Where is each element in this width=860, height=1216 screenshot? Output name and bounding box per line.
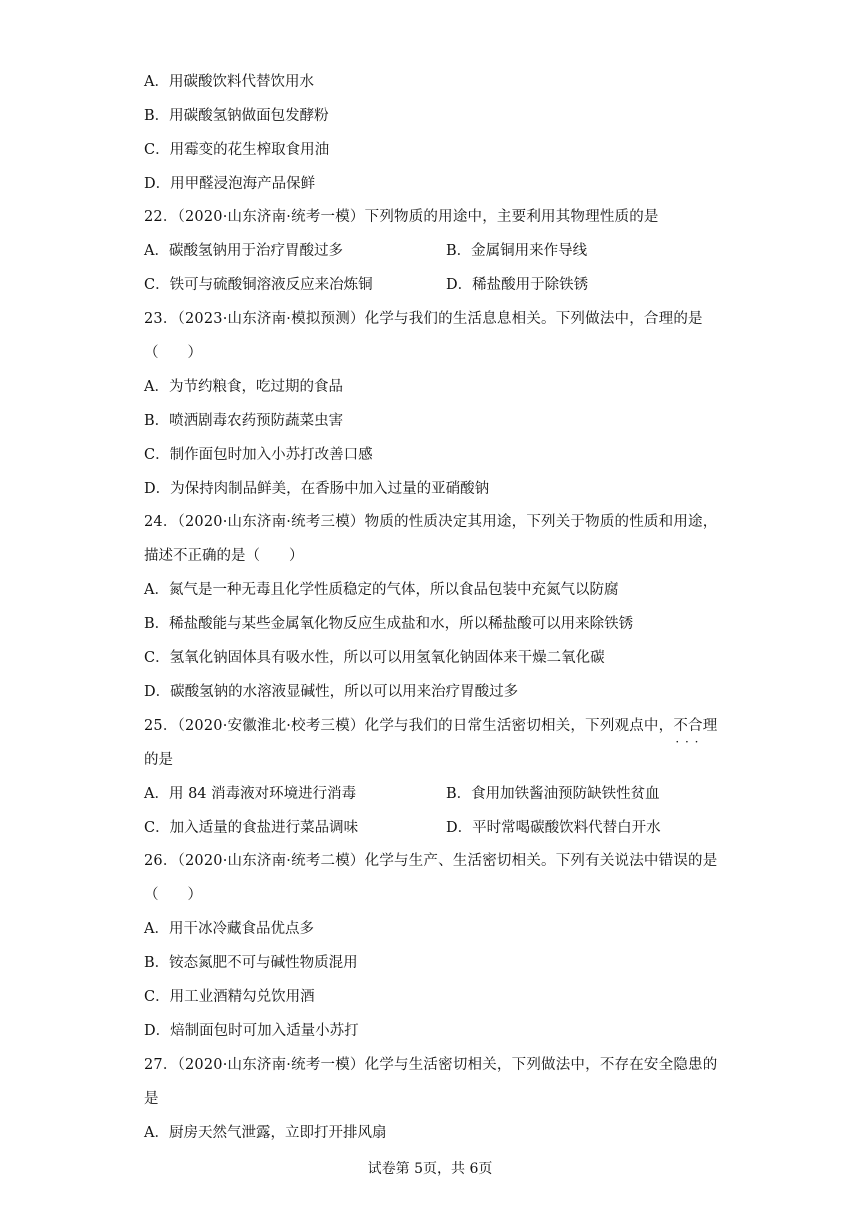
q25-option-d: D．平时常喝碳酸饮料代替白开水 [446,820,661,836]
q21-option-d: D．用甲醛浸泡海产品保鲜 [144,176,316,192]
q21-option-c: C．用霉变的花生榨取食用油 [144,142,330,158]
q23-stem: 23．（2023·山东济南·模拟预测）化学与我们的生活息息相关。下列做法中，合理的是 [144,311,703,327]
q27-stem-line2: 是 [144,1091,159,1107]
q23-option-d: D．为保持肉制品鲜美，在香肠中加入过量的亚硝酸钠 [144,481,490,497]
page-footer: 试卷第 5页，共 6页 [367,1161,493,1177]
q25-stem-text: 25．（2020·安徽淮北·校考三模）化学与我们的日常生活密切相关，下列观点中， [144,718,674,734]
q26-option-a: A．用干冰冷藏食品优点多 [144,921,314,937]
q25-option-b: B．食用加铁酱油预防缺铁性贫血 [446,786,660,802]
q22-option-c: C．铁可与硫酸铜溶液反应来冶炼铜 [144,277,373,293]
q24-stem-line2: 描述不正确的是（ ） [144,548,304,564]
q26-option-d: D．焙制面包时可加入适量小苏打 [144,1023,359,1039]
q25-option-a: A．用 84 消毒液对环境进行消毒 [144,786,357,802]
q23-option-a: A．为节约粮食，吃过期的食品 [144,379,343,395]
q25-option-c: C．加入适量的食盐进行菜品调味 [144,820,359,836]
q22-stem: 22．（2020·山东济南·统考一模）下列物质的用途中，主要利用其物理性质的是 [144,209,659,225]
q24-option-b: B．稀盐酸能与某些金属氧化物反应生成盐和水，所以稀盐酸可以用来除铁锈 [144,616,634,632]
q22-option-b: B．金属铜用来作导线 [446,243,588,259]
q23-answer-blank: （ ） [144,345,202,361]
q23-option-b: B．喷洒剧毒农药预防蔬菜虫害 [144,413,344,429]
q22-option-d: D．稀盐酸用于除铁锈 [446,277,589,293]
q21-option-a: A．用碳酸饮料代替饮用水 [144,74,314,90]
q24-option-a: A．氮气是一种无毒且化学性质稳定的气体，所以食品包装中充氮气以防腐 [144,582,619,598]
q24-option-d: D．碳酸氢钠的水溶液显碱性，所以可以用来治疗胃酸过多 [144,684,519,700]
q24-option-c: C．氢氧化钠固体具有吸水性，所以可以用氢氧化钠固体来干燥二氧化碳 [144,650,605,666]
q26-stem: 26．（2020·山东济南·统考二模）化学与生产、生活密切相关。下列有关说法中错误的是 [144,853,718,869]
q25-stem-line2: 的是 [144,752,173,768]
q27-option-a: A．厨房天然气泄露，立即打开排风扇 [144,1125,387,1141]
q22-option-a: A．碳酸氢钠用于治疗胃酸过多 [144,243,343,259]
q25-emphasis: 不合理 · · · [673,718,717,734]
q26-option-c: C．用工业酒精勾兑饮用酒 [144,989,315,1005]
q26-answer-blank: （ ） [144,887,202,903]
q26-option-b: B．铵态氮肥不可与碱性物质混用 [144,955,358,971]
q27-stem-line1: 27．（2020·山东济南·统考一模）化学与生活密切相关，下列做法中，不存在安全隐患的 [144,1057,718,1073]
q24-stem-line1: 24．（2020·山东济南·统考三模）物质的性质决定其用途，下列关于物质的性质和用途， [144,514,718,530]
q23-option-c: C．制作面包时加入小苏打改善口感 [144,447,373,463]
q25-stem-line1 [144,716,717,736]
q21-option-b: B．用碳酸氢钠做面包发酵粉 [144,108,329,124]
